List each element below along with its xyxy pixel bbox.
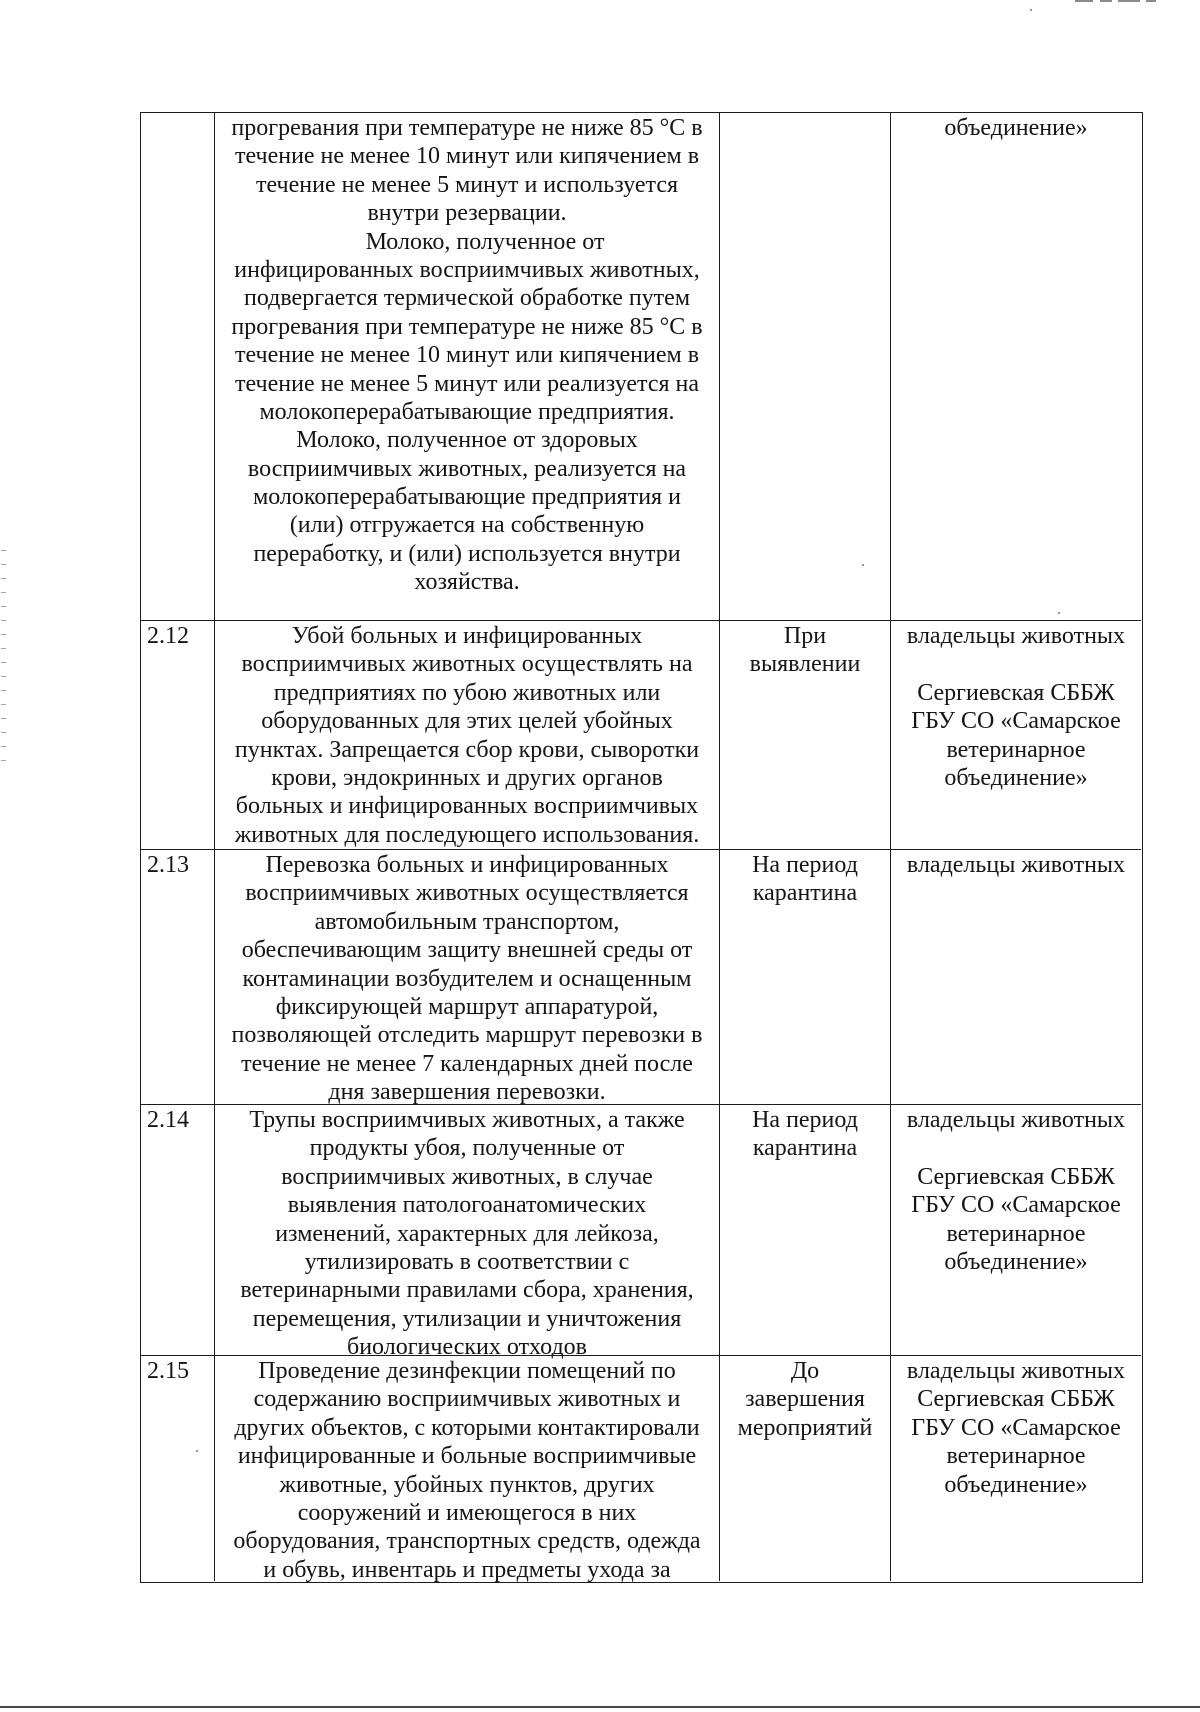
deadline-cell <box>719 1356 890 1581</box>
action-text-line: молокоперерабатывающие предприятия и <box>253 484 681 511</box>
action-text-line: молокоперерабатывающие предприятия. <box>259 398 675 425</box>
scan-artifact <box>0 1706 1200 1708</box>
row-number: 2.13 <box>147 852 189 878</box>
deadline-text-line: карантина <box>752 1135 858 1162</box>
action-text-line: Убой больных и инфицированных <box>291 623 643 649</box>
scan-artifact <box>1030 9 1032 11</box>
action-cell <box>214 113 719 620</box>
responsible-text-line: ГБУ СО «Самарское <box>911 708 1121 735</box>
action-text-line: сооружений и имеющегося в них <box>297 1499 637 1526</box>
responsible-text-line: объединение» <box>944 1471 1088 1498</box>
action-text-line: крови, эндокринных и других органов <box>271 764 663 791</box>
action-text-line: других объектов, с которыми контактировали <box>234 1414 700 1441</box>
responsible-text-line: ветеринарное <box>946 1443 1086 1470</box>
action-text-line: ветеринарными правилами сбора, хранения, <box>240 1277 694 1304</box>
blank-line <box>891 650 1141 678</box>
deadline-text-line: До <box>790 1358 820 1384</box>
responsible-text-line: объединение» <box>944 1248 1088 1275</box>
responsible-text-line: ветеринарное <box>946 1220 1086 1247</box>
deadline-text-line: При <box>783 623 827 649</box>
responsible-text-line: владельцы животных <box>906 623 1126 649</box>
action-text-line: фиксирующей маршрут аппаратурой, <box>275 993 659 1020</box>
responsible-cell <box>890 850 1141 1104</box>
action-text-line: течение не менее 5 минут или реализуется на <box>234 370 700 397</box>
action-cell <box>214 1356 719 1581</box>
action-text-line: течение не менее 10 минут или кипячением в <box>234 143 700 170</box>
action-text-line: контаминации возбудителем и оснащенным <box>242 965 692 992</box>
scan-artifact <box>1118 0 1140 2</box>
row-number-cell <box>141 621 214 849</box>
row-number-cell <box>141 1356 214 1581</box>
action-text-line: автомобильным транспортом, <box>314 908 620 935</box>
action-text-line: инфицированных восприимчивых животных, <box>234 256 700 283</box>
action-text-line: Трупы восприимчивых животных, а также <box>249 1107 685 1133</box>
action-text-line: течение не менее 10 минут или кипячением в <box>234 342 700 369</box>
action-text-line: животных для последующего использования. <box>234 821 700 848</box>
responsible-text-line: Сергиевская СББЖ <box>917 679 1115 706</box>
row-number-cell <box>141 850 214 1104</box>
deadline-cell <box>719 850 890 1104</box>
table-row <box>141 849 1141 1104</box>
action-text-line: течение не менее 5 минут и используется <box>255 171 679 198</box>
action-text-line: инфицированные и больные восприимчивые <box>237 1443 697 1470</box>
scan-artifact <box>1 550 6 765</box>
action-text-line: больных и инфицированных восприимчивых <box>235 793 699 820</box>
action-cell <box>214 621 719 849</box>
action-text-line: обеспечивающим защиту внешней среды от <box>241 937 693 964</box>
deadline-text-line: На период <box>752 852 858 878</box>
scan-artifact <box>1146 0 1156 2</box>
table-row <box>141 620 1141 849</box>
action-text-line: дня завершения перевозки. <box>328 1079 606 1106</box>
action-text-line: восприимчивых животных осуществляется <box>245 880 689 907</box>
row-number: 2.12 <box>147 623 189 649</box>
responsible-cell <box>890 113 1141 620</box>
responsible-text-line: ГБУ СО «Самарское <box>911 1192 1121 1219</box>
action-cell <box>214 1105 719 1361</box>
blank-line <box>891 1134 1141 1162</box>
responsible-text-line: Сергиевская СББЖ <box>917 1163 1115 1190</box>
action-text-line: течение не менее 7 календарных дней после <box>241 1050 693 1077</box>
deadline-text-line: мероприятий <box>737 1414 873 1441</box>
action-text-line: позволяющей отследить маршрут перевозки в <box>231 1022 703 1049</box>
deadline-cell <box>719 113 890 620</box>
action-text-line: утилизировать в соответствии с <box>304 1248 630 1275</box>
row-number: 2.15 <box>147 1358 189 1384</box>
action-cell <box>214 850 719 1104</box>
action-text-line: восприимчивых животных, в случае <box>281 1163 653 1190</box>
action-text-line: оборудования, транспортных средств, одежда <box>233 1528 701 1555</box>
deadline-text-line: На период <box>752 1107 858 1133</box>
responsible-cell <box>890 1356 1141 1581</box>
action-text-line: выявления патологоанатомических <box>287 1192 647 1219</box>
responsible-text-line: владельцы животных <box>906 1107 1126 1133</box>
action-text-line: перемещения, утилизации и уничтожения <box>252 1305 682 1332</box>
action-text-line: продукты убоя, полученные от <box>309 1135 625 1162</box>
deadline-cell <box>719 1105 890 1355</box>
row-number: 2.14 <box>147 1107 189 1133</box>
deadline-text-line: карантина <box>752 880 858 907</box>
table-row <box>141 1104 1141 1361</box>
action-text-line: пунктах. Запрещается сбор крови, сыворотки <box>234 736 700 763</box>
action-text-line: и обувь, инвентарь и предметы ухода за <box>263 1556 671 1583</box>
table-row <box>141 113 1141 620</box>
responsible-text-line: объединение» <box>944 115 1088 141</box>
action-text-line: внутри резервации. <box>367 200 567 227</box>
action-text-line: Перевозка больных и инфицированных <box>265 852 669 878</box>
responsible-text-line: ветеринарное <box>946 736 1086 763</box>
responsible-cell <box>890 621 1141 849</box>
action-text-line: восприимчивых животных, реализуется на <box>247 455 687 482</box>
deadline-text-line: выявлении <box>749 651 861 678</box>
row-number-cell <box>141 113 214 620</box>
action-text-line: прогревания при температуре не ниже 85 °C в <box>231 313 703 340</box>
scan-artifact <box>1100 0 1112 2</box>
deadline-cell <box>719 621 890 849</box>
action-text-line: прогревания при температуре не ниже 85 °C в <box>231 115 703 141</box>
action-text-line: Молоко, полученное от здоровых <box>296 427 638 454</box>
responsible-text-line: объединение» <box>944 764 1088 791</box>
action-text-line: содержанию восприимчивых животных и <box>253 1386 681 1413</box>
responsible-text-line: ГБУ СО «Самарское <box>911 1414 1121 1441</box>
action-text-line: подвергается термической обработке путем <box>243 285 691 312</box>
row-number-cell <box>141 1105 214 1355</box>
action-text-line: животные, убойных пунктов, других <box>279 1471 655 1498</box>
scan-artifact <box>1075 0 1093 2</box>
responsible-text-line: владельцы животных <box>906 1358 1126 1384</box>
action-text-line: восприимчивых животных осуществлять на <box>241 651 693 678</box>
table-row <box>141 1355 1141 1581</box>
action-text-line: предприятиях по убою животных или <box>273 679 661 706</box>
action-text-line: оборудованных для этих целей убойных <box>261 708 673 735</box>
action-text-line: биологических отходов <box>347 1334 587 1361</box>
action-text-line: изменений, характерных для лейкоза, <box>275 1220 659 1247</box>
deadline-text-line: завершения <box>745 1386 865 1413</box>
action-text-line: (или) отгружается на собственную <box>289 512 645 539</box>
action-text-line: Молоко, полученное от <box>365 228 605 255</box>
responsible-cell <box>890 1105 1141 1355</box>
action-text-line: хозяйства. <box>414 569 520 596</box>
action-text-line: переработку, и (или) используется внутри <box>253 540 681 567</box>
action-text-line: Проведение дезинфекции помещений по <box>258 1358 676 1384</box>
measures-table <box>140 112 1143 1583</box>
responsible-text-line: Сергиевская СББЖ <box>917 1386 1115 1413</box>
responsible-text-line: владельцы животных <box>906 852 1126 878</box>
